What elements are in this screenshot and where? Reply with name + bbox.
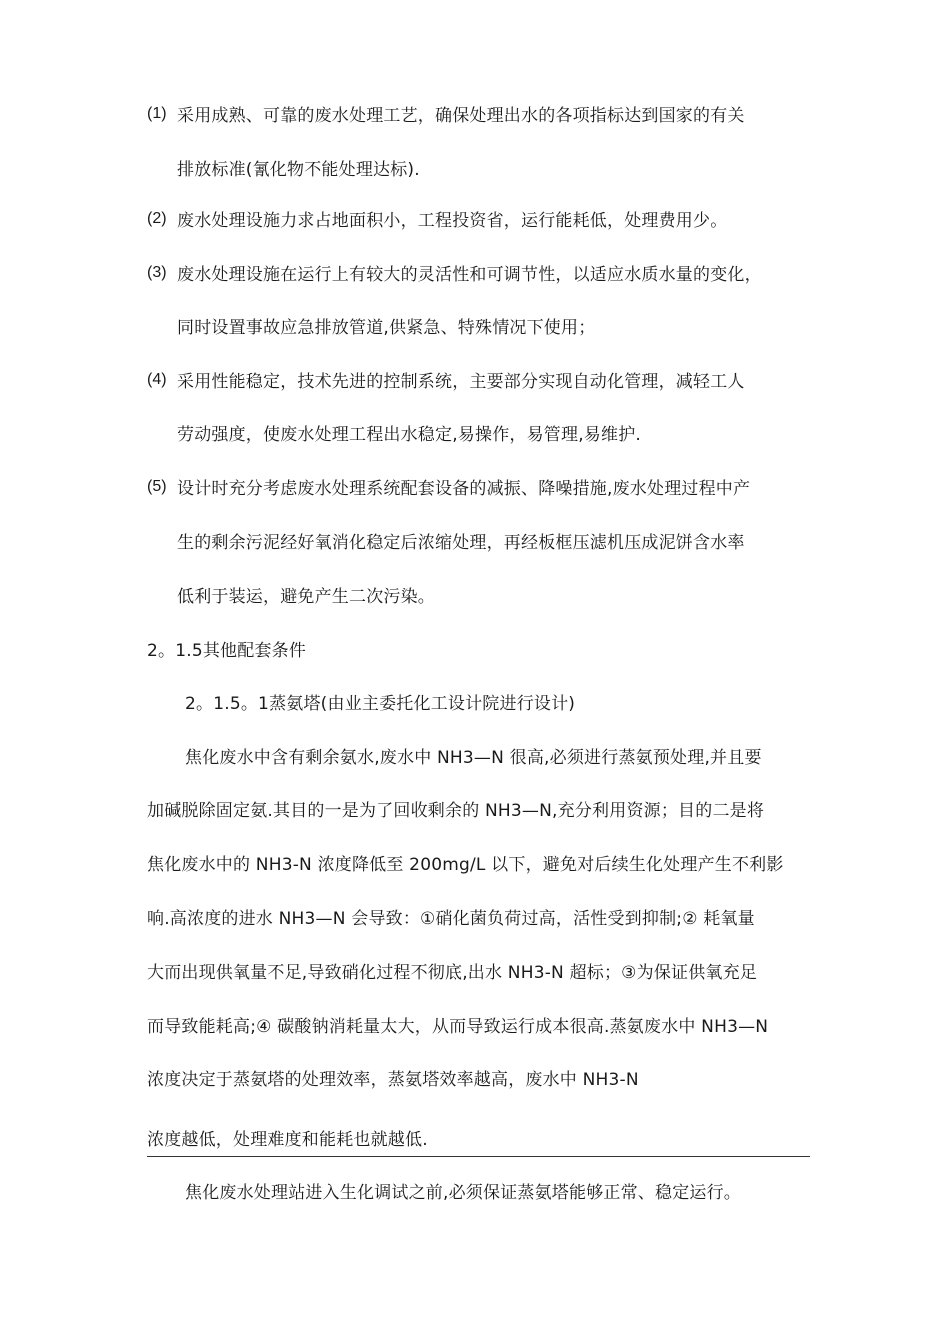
list-number-1: (1) <box>147 105 167 122</box>
list-item-5-line-2: 生的剩余污泥经好氧消化稳定后浓缩处理，再经板框压滤机压成泥饼含水率 <box>177 533 745 553</box>
final-paragraph: 焦化废水处理站进入生化调试之前,必须保证蒸氨塔能够正常、稳定运行。 <box>185 1183 742 1203</box>
body-line-5: 大而出现供氧量不足,导致硝化过程不彻底,出水 NH3-N 超标；③为保证供氧充足 <box>147 963 758 983</box>
body-line-3: 焦化废水中的 NH3-N 浓度降低至 200mg/L 以下，避免对后续生化处理产生不利影 <box>147 855 784 875</box>
list-number-2: (2) <box>147 210 167 227</box>
list-item-4-line-2: 劳动强度，使废水处理工程出水稳定,易操作，易管理,易维护. <box>177 425 642 445</box>
list-item-3-line-2: 同时设置事故应急排放管道,供紧急、特殊情况下使用； <box>177 318 596 338</box>
list-item-5-line-3: 低利于装运，避免产生二次污染。 <box>177 587 435 607</box>
subsection-heading: 2。1.5。1蒸氨塔(由业主委托化工设计院进行设计) <box>185 694 576 714</box>
section-heading: 2。1.5其他配套条件 <box>147 641 307 661</box>
list-number-3: (3) <box>147 264 167 281</box>
body-line-4: 响.高浓度的进水 NH3—N 会导致：①硝化菌负荷过高，活性受到抑制;② 耗氧量 <box>147 909 755 929</box>
body-line-8: 浓度越低，处理难度和能耗也就越低. <box>147 1130 428 1150</box>
list-number-4: (4) <box>147 371 167 388</box>
list-item-1-line-1: 采用成熟、可靠的废水处理工艺，确保处理出水的各项指标达到国家的有关 <box>177 106 745 126</box>
body-line-1: 焦化废水中含有剩余氨水,废水中 NH3—N 很高,必须进行蒸氨预处理,并且要 <box>185 748 762 768</box>
list-item-4-line-1: 采用性能稳定，技术先进的控制系统，主要部分实现自动化管理，减轻工人 <box>177 372 745 392</box>
list-item-1-line-2: 排放标准(氰化物不能处理达标). <box>177 160 420 180</box>
horizontal-rule <box>147 1156 810 1157</box>
list-item-2-line-1: 废水处理设施力求占地面积小，工程投资省，运行能耗低，处理费用少。 <box>177 211 728 231</box>
body-line-7: 浓度决定于蒸氨塔的处理效率，蒸氨塔效率越高，废水中 NH3-N <box>147 1070 639 1090</box>
body-line-6: 而导致能耗高;④ 碳酸钠消耗量太大，从而导致运行成本很高.蒸氨废水中 NH3—N <box>147 1017 769 1037</box>
list-item-5-line-1: 设计时充分考虑废水处理系统配套设备的减振、降噪措施,废水处理过程中产 <box>177 479 751 499</box>
body-line-2: 加碱脱除固定氨.其目的一是为了回收剩余的 NH3—N,充分利用资源；目的二是将 <box>147 801 765 821</box>
list-item-3-line-1: 废水处理设施在运行上有较大的灵活性和可调节性，以适应水质水量的变化， <box>177 265 762 285</box>
list-number-5: (5) <box>147 478 167 495</box>
